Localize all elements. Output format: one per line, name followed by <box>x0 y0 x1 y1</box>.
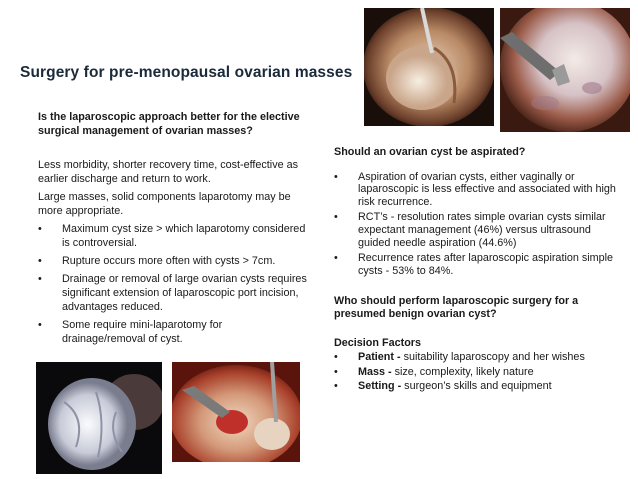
right-column <box>334 146 620 393</box>
list-item: • Maximum cyst size > which laparotomy considered is controversial. <box>38 223 306 249</box>
list-item: • Aspiration of ovarian cysts, either vaginally or laparoscopic is less effective and associated with high risk recurrence. <box>334 170 616 208</box>
laparoscopy-photo-specimen-bag <box>36 362 162 474</box>
bullet-icon: • <box>334 170 338 183</box>
laparoscopy-photo-incision <box>172 362 300 462</box>
bullet-icon: • <box>334 365 338 378</box>
bullet-icon: • <box>38 223 42 235</box>
laparoscopy-photo-cyst-grasped <box>364 8 494 126</box>
question-laparoscopic-approach: Is the laparoscopic approach better for the elective surgical management of ovarian masses? <box>38 111 300 137</box>
bullet-icon: • <box>334 211 338 224</box>
left-bullet-list <box>38 222 308 346</box>
list-item: • RCT’s - resolution rates simple ovarian cysts similar expectant management (46%) versus ultrasound guided needle aspiration (44.6%) <box>334 211 606 249</box>
left-column <box>38 110 308 346</box>
list-item: • Recurrence rates after laparoscopic aspiration simple cysts - 53% to 84%. <box>334 252 614 277</box>
list-item: • Rupture occurs more often with cysts > 7cm. <box>38 255 276 267</box>
list-item: • Setting - surgeon’s skills and equipment <box>334 380 552 393</box>
list-item: • Some require mini-laparotomy for drainage/removal of cyst. <box>38 319 223 345</box>
bullet-icon: • <box>38 273 42 285</box>
list-item: • Patient - suitability laparoscopy and her wishes <box>334 351 585 364</box>
bullet-icon: • <box>38 255 42 267</box>
decision-factors-heading: Decision Factors <box>334 336 422 349</box>
list-item: • Mass - size, complexity, likely nature <box>334 365 534 378</box>
decision-factors-list <box>334 351 620 393</box>
paragraph-benefits: Less morbidity, shorter recovery time, cost-effective as earlier discharge and return to work. <box>38 159 299 185</box>
paragraph-large-masses: Large masses, solid components laparotomy may be more appropriate. <box>38 191 291 217</box>
list-item: • Drainage or removal of large ovarian cysts requires significant extension of laparoscopic port incision, advantages reduced. <box>38 273 307 313</box>
question-who-should-perform: Who should perform laparoscopic surgery for a presumed benign ovarian cyst? <box>334 295 579 320</box>
laparoscopy-photo-cyst-instrument <box>500 8 630 132</box>
question-aspiration: Should an ovarian cyst be aspirated? <box>334 146 526 158</box>
slide-title: Surgery for pre-menopausal ovarian masses <box>20 64 353 81</box>
bullet-icon: • <box>334 351 338 364</box>
bullet-icon: • <box>334 252 338 265</box>
bullet-icon: • <box>334 380 338 393</box>
right-bullet-list <box>334 171 620 278</box>
bullet-icon: • <box>38 319 42 331</box>
